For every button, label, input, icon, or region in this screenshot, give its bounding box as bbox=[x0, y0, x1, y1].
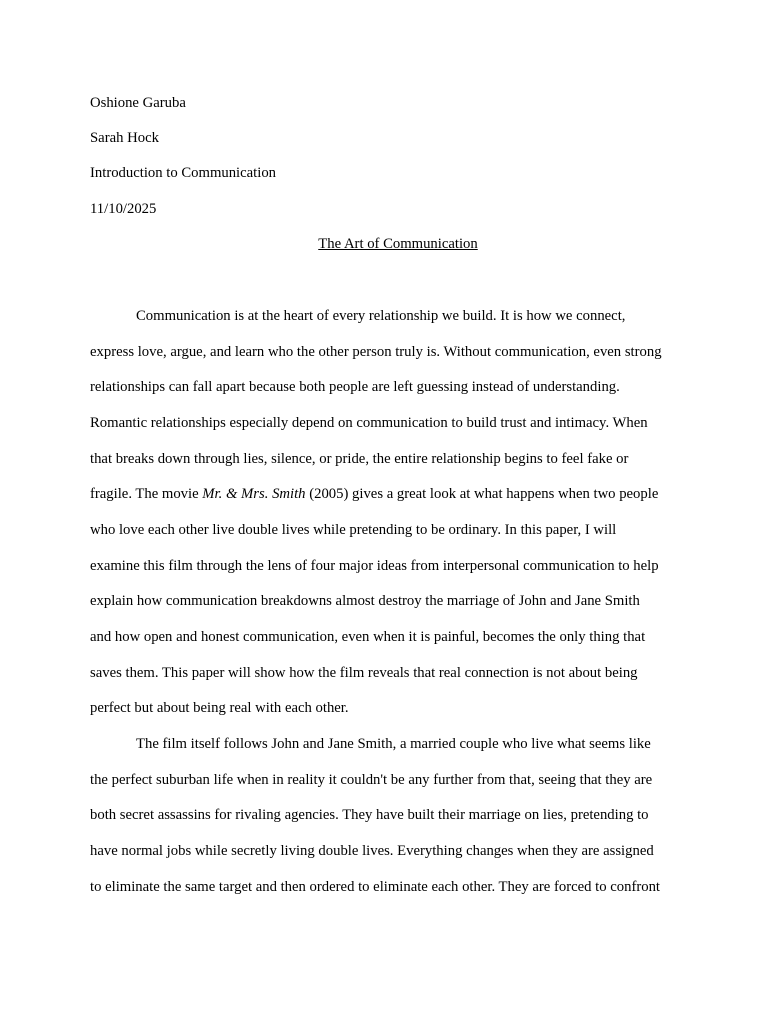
film-title-italic: Mr. & Mrs. Smith bbox=[202, 486, 306, 502]
student-name: Oshione Garuba bbox=[90, 95, 186, 111]
paragraph-1-line-12: perfect but about being real with each other. bbox=[90, 700, 349, 716]
paragraph-1-line-8: examine this film through the lens of four major ideas from interpersonal communication to help bbox=[90, 558, 659, 574]
paragraph-1-line-2: express love, argue, and learn who the other person truly is. Without communication, even strong bbox=[90, 344, 662, 360]
date: 11/10/2025 bbox=[90, 201, 157, 217]
line-6-start: fragile. The movie bbox=[90, 486, 203, 502]
paragraph-2-line-2: the perfect suburban life when in reality it couldn't be any further from that, seeing that they are bbox=[90, 772, 653, 788]
paragraph-2-line-3: both secret assassins for rivaling agencies. They have built their marriage on lies, pretending to bbox=[90, 807, 649, 823]
line-6-end: (2005) gives a great look at what happens when two people bbox=[305, 486, 659, 502]
instructor-name: Sarah Hock bbox=[90, 130, 159, 146]
paper-title: The Art of Communication bbox=[318, 236, 478, 252]
paragraph-1-line-10: and how open and honest communication, even when it is painful, becomes the only thing that bbox=[90, 629, 646, 645]
paragraph-1-line-9: explain how communication breakdowns almost destroy the marriage of John and Jane Smith bbox=[90, 593, 640, 609]
paragraph-2-line-1: The film itself follows John and Jane Smith, a married couple who live what seems like bbox=[136, 736, 651, 752]
paragraph-2-line-5: to eliminate the same target and then ordered to eliminate each other. They are forced to confront bbox=[90, 879, 661, 895]
paragraph-2-line-4: have normal jobs while secretly living double lives. Everything changes when they are assigned bbox=[90, 843, 654, 859]
course-name: Introduction to Communication bbox=[90, 165, 277, 181]
paragraph-1-line-1: Communication is at the heart of every relationship we build. It is how we connect, bbox=[136, 308, 626, 324]
paragraph-1-line-6 bbox=[90, 485, 658, 503]
paragraph-1-line-3: relationships can fall apart because both people are left guessing instead of understanding. bbox=[90, 379, 620, 395]
paragraph-1-line-4: Romantic relationships especially depend on communication to build trust and intimacy. When bbox=[90, 415, 648, 431]
paragraph-1-line-5: that breaks down through lies, silence, or pride, the entire relationship begins to feel fake or bbox=[90, 451, 629, 467]
paragraph-1-line-7: who love each other live double lives while pretending to be ordinary. In this paper, I will bbox=[90, 522, 617, 538]
paragraph-1-line-11: saves them. This paper will show how the film reveals that real connection is not about being bbox=[90, 665, 638, 681]
